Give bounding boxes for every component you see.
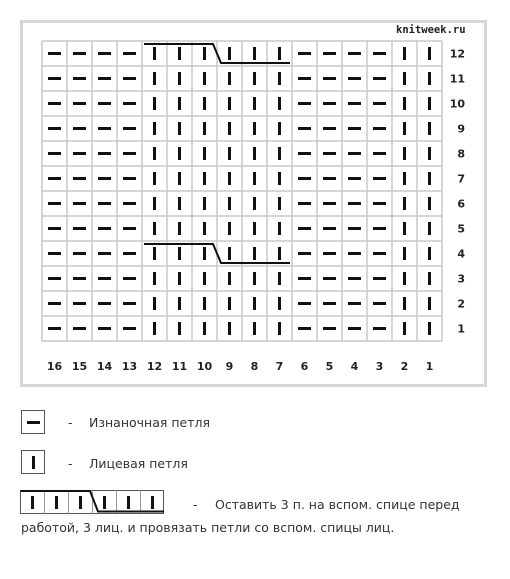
knit-stitch-icon <box>403 147 406 160</box>
purl-stitch-icon <box>348 52 361 55</box>
knit-stitch-icon <box>153 97 156 110</box>
purl-stitch-icon <box>373 202 386 205</box>
purl-stitch-icon <box>48 152 61 155</box>
purl-stitch-icon <box>323 102 336 105</box>
knit-stitch-icon <box>428 222 431 235</box>
legend-cable-symbol <box>19 488 169 518</box>
row-number-label: 8 <box>457 147 465 161</box>
knit-stitch-icon <box>428 97 431 110</box>
column-number-label: 4 <box>350 360 359 373</box>
knit-stitch-icon <box>278 197 281 210</box>
knit-stitch-icon <box>228 247 231 260</box>
purl-stitch-icon <box>98 252 111 255</box>
purl-stitch-icon <box>98 177 111 180</box>
row-number-label: 6 <box>457 197 465 211</box>
purl-stitch-icon <box>348 227 361 230</box>
knit-stitch-icon <box>403 272 406 285</box>
column-number-label: 3 <box>375 360 384 373</box>
column-number-label: 13 <box>121 360 138 373</box>
purl-stitch-icon <box>123 127 136 130</box>
knit-stitch-icon <box>428 47 431 60</box>
legend-cable-text-line2: работой, 3 лиц. и провязать петли со вспом. спицы лиц. <box>21 520 395 535</box>
knit-stitch-icon <box>278 222 281 235</box>
purl-stitch-icon <box>73 202 86 205</box>
purl-stitch-icon <box>298 77 311 80</box>
knit-stitch-icon <box>178 322 181 335</box>
knit-stitch-icon <box>428 147 431 160</box>
knit-stitch-icon <box>428 272 431 285</box>
purl-stitch-icon <box>298 102 311 105</box>
purl-stitch-icon <box>373 127 386 130</box>
knit-stitch-icon <box>153 172 156 185</box>
legend-knit-dash: - <box>68 456 73 471</box>
purl-stitch-icon <box>48 277 61 280</box>
knit-stitch-icon <box>203 72 206 85</box>
column-number-label: 15 <box>71 360 88 373</box>
purl-stitch-icon <box>323 177 336 180</box>
knit-stitch-icon <box>253 122 256 135</box>
knit-stitch-icon <box>428 322 431 335</box>
column-number-label: 11 <box>171 360 188 373</box>
knit-stitch-icon <box>253 322 256 335</box>
purl-stitch-icon <box>73 77 86 80</box>
purl-stitch-icon <box>298 327 311 330</box>
purl-stitch-icon <box>48 127 61 130</box>
legend-purl-dash: - <box>68 415 73 430</box>
knit-stitch-icon <box>228 272 231 285</box>
purl-stitch-icon <box>373 327 386 330</box>
knit-stitch-icon <box>428 247 431 260</box>
row-number-label: 4 <box>457 247 465 261</box>
knit-stitch-icon <box>253 197 256 210</box>
purl-stitch-icon <box>123 227 136 230</box>
purl-stitch-icon <box>298 177 311 180</box>
purl-stitch-icon <box>373 302 386 305</box>
knit-stitch-icon <box>153 122 156 135</box>
purl-stitch-icon <box>348 277 361 280</box>
purl-stitch-icon <box>73 102 86 105</box>
purl-stitch-icon <box>73 52 86 55</box>
column-number-label: 6 <box>300 360 309 373</box>
knit-stitch-icon <box>203 297 206 310</box>
knit-stitch-icon <box>278 247 281 260</box>
purl-stitch-icon <box>98 77 111 80</box>
purl-stitch-icon <box>373 77 386 80</box>
purl-stitch-icon <box>298 202 311 205</box>
purl-stitch-icon <box>98 277 111 280</box>
knit-stitch-icon <box>178 97 181 110</box>
purl-stitch-icon <box>73 302 86 305</box>
knit-stitch-icon <box>228 97 231 110</box>
knit-stitch-icon <box>153 297 156 310</box>
purl-stitch-icon <box>298 302 311 305</box>
knit-stitch-icon <box>178 222 181 235</box>
knit-stitch-icon <box>278 47 281 60</box>
purl-stitch-icon <box>348 327 361 330</box>
purl-stitch-icon <box>348 77 361 80</box>
knit-stitch-icon <box>428 297 431 310</box>
knit-stitch-icon <box>153 322 156 335</box>
knit-stitch-icon <box>228 122 231 135</box>
purl-stitch-icon <box>323 152 336 155</box>
column-number-label: 2 <box>400 360 409 373</box>
knit-stitch-icon <box>228 222 231 235</box>
purl-stitch-icon <box>123 277 136 280</box>
knit-stitch-icon <box>153 197 156 210</box>
knit-stitch-icon <box>253 97 256 110</box>
purl-stitch-icon <box>123 327 136 330</box>
knit-stitch-icon <box>253 222 256 235</box>
purl-stitch-icon <box>298 252 311 255</box>
knit-bar-icon <box>32 456 35 469</box>
knit-stitch-icon <box>253 47 256 60</box>
knit-stitch-icon <box>403 72 406 85</box>
knit-stitch-icon <box>228 197 231 210</box>
purl-stitch-icon <box>73 177 86 180</box>
knit-stitch-icon <box>253 172 256 185</box>
purl-stitch-icon <box>73 227 86 230</box>
purl-stitch-icon <box>348 302 361 305</box>
purl-stitch-icon <box>48 52 61 55</box>
knit-stitch-icon <box>278 122 281 135</box>
knit-stitch-icon <box>178 72 181 85</box>
knit-stitch-icon <box>428 172 431 185</box>
knit-stitch-icon <box>253 297 256 310</box>
purl-stitch-icon <box>98 102 111 105</box>
knit-stitch-icon <box>203 322 206 335</box>
legend-knit-symbol <box>21 450 45 474</box>
knit-stitch-icon <box>253 272 256 285</box>
purl-stitch-icon <box>98 302 111 305</box>
purl-stitch-icon <box>48 202 61 205</box>
knit-stitch-icon <box>403 297 406 310</box>
purl-stitch-icon <box>323 252 336 255</box>
knit-stitch-icon <box>403 97 406 110</box>
knit-stitch-icon <box>403 222 406 235</box>
knit-stitch-icon <box>178 247 181 260</box>
knit-stitch-icon <box>253 247 256 260</box>
knit-stitch-icon <box>403 122 406 135</box>
knit-stitch-icon <box>178 272 181 285</box>
purl-stitch-icon <box>323 52 336 55</box>
knit-stitch-icon <box>428 122 431 135</box>
knit-stitch-icon <box>428 197 431 210</box>
column-number-label: 16 <box>46 360 63 373</box>
purl-stitch-icon <box>123 52 136 55</box>
purl-stitch-icon <box>348 102 361 105</box>
purl-stitch-icon <box>123 77 136 80</box>
purl-stitch-icon <box>123 252 136 255</box>
legend-cable-text-line1: Оставить 3 п. на вспом. спице перед <box>215 497 460 512</box>
purl-stitch-icon <box>298 152 311 155</box>
purl-stitch-icon <box>348 252 361 255</box>
knit-stitch-icon <box>278 147 281 160</box>
knit-stitch-icon <box>203 247 206 260</box>
row-number-label: 12 <box>449 47 465 61</box>
purl-stitch-icon <box>373 52 386 55</box>
knit-stitch-icon <box>278 272 281 285</box>
purl-stitch-icon <box>73 252 86 255</box>
column-number-label: 10 <box>196 360 213 373</box>
knit-stitch-icon <box>403 247 406 260</box>
column-number-label: 9 <box>225 360 234 373</box>
purl-stitch-icon <box>48 77 61 80</box>
knit-stitch-icon <box>278 72 281 85</box>
purl-stitch-icon <box>348 127 361 130</box>
purl-stitch-icon <box>98 202 111 205</box>
knit-stitch-icon <box>403 47 406 60</box>
knit-stitch-icon <box>178 172 181 185</box>
purl-stitch-icon <box>348 152 361 155</box>
row-number-label: 1 <box>457 322 465 336</box>
knit-stitch-icon <box>153 147 156 160</box>
purl-stitch-icon <box>348 177 361 180</box>
knit-stitch-icon <box>203 147 206 160</box>
purl-stitch-icon <box>48 252 61 255</box>
knit-stitch-icon <box>228 322 231 335</box>
knit-stitch-icon <box>403 172 406 185</box>
knit-stitch-icon <box>278 172 281 185</box>
knit-stitch-icon <box>203 222 206 235</box>
purl-stitch-icon <box>323 202 336 205</box>
purl-stitch-icon <box>48 102 61 105</box>
purl-stitch-icon <box>123 152 136 155</box>
legend-purl-symbol <box>21 410 45 434</box>
legend-purl-label: Изнаночная петля <box>89 415 211 430</box>
column-number-label: 7 <box>275 360 284 373</box>
knit-stitch-icon <box>253 147 256 160</box>
purl-stitch-icon <box>73 327 86 330</box>
row-number-label: 9 <box>457 122 465 136</box>
column-number-label: 1 <box>425 360 434 373</box>
knit-stitch-icon <box>403 197 406 210</box>
knit-stitch-icon <box>228 297 231 310</box>
purl-stitch-icon <box>98 52 111 55</box>
purl-stitch-icon <box>323 77 336 80</box>
purl-stitch-icon <box>123 202 136 205</box>
knit-stitch-icon <box>178 147 181 160</box>
purl-stitch-icon <box>323 127 336 130</box>
purl-stitch-icon <box>98 327 111 330</box>
purl-stitch-icon <box>373 152 386 155</box>
purl-dash-icon <box>27 421 40 424</box>
column-number-label: 8 <box>250 360 259 373</box>
knit-stitch-icon <box>278 97 281 110</box>
knit-stitch-icon <box>278 322 281 335</box>
column-number-label: 14 <box>96 360 113 373</box>
row-number-label: 11 <box>449 72 465 86</box>
purl-stitch-icon <box>73 127 86 130</box>
purl-stitch-icon <box>298 277 311 280</box>
knit-stitch-icon <box>178 197 181 210</box>
purl-stitch-icon <box>73 277 86 280</box>
purl-stitch-icon <box>98 227 111 230</box>
knit-stitch-icon <box>153 72 156 85</box>
knit-stitch-icon <box>153 247 156 260</box>
knit-stitch-icon <box>428 72 431 85</box>
row-number-label: 10 <box>449 97 465 111</box>
knit-stitch-icon <box>203 172 206 185</box>
row-number-label: 2 <box>457 297 465 311</box>
purl-stitch-icon <box>298 127 311 130</box>
knit-stitch-icon <box>153 222 156 235</box>
purl-stitch-icon <box>48 302 61 305</box>
purl-stitch-icon <box>48 177 61 180</box>
purl-stitch-icon <box>123 102 136 105</box>
knit-stitch-icon <box>153 47 156 60</box>
knit-stitch-icon <box>153 272 156 285</box>
row-number-label: 7 <box>457 172 465 186</box>
purl-stitch-icon <box>348 202 361 205</box>
row-number-label: 3 <box>457 272 465 286</box>
purl-stitch-icon <box>98 152 111 155</box>
knit-stitch-icon <box>228 47 231 60</box>
purl-stitch-icon <box>373 252 386 255</box>
purl-stitch-icon <box>373 177 386 180</box>
legend-cable-dash: - <box>193 497 198 512</box>
purl-stitch-icon <box>373 102 386 105</box>
knit-stitch-icon <box>403 322 406 335</box>
knit-stitch-icon <box>203 197 206 210</box>
column-number-label: 5 <box>325 360 334 373</box>
purl-stitch-icon <box>373 277 386 280</box>
purl-stitch-icon <box>323 302 336 305</box>
knit-stitch-icon <box>228 147 231 160</box>
knit-stitch-icon <box>228 72 231 85</box>
knit-stitch-icon <box>203 47 206 60</box>
knit-stitch-icon <box>178 297 181 310</box>
purl-stitch-icon <box>123 302 136 305</box>
purl-stitch-icon <box>73 152 86 155</box>
knit-stitch-icon <box>178 122 181 135</box>
row-number-label: 5 <box>457 222 465 236</box>
purl-stitch-icon <box>123 177 136 180</box>
knit-stitch-icon <box>178 47 181 60</box>
purl-stitch-icon <box>323 227 336 230</box>
knit-stitch-icon <box>253 72 256 85</box>
purl-stitch-icon <box>298 227 311 230</box>
purl-stitch-icon <box>323 277 336 280</box>
knit-stitch-icon <box>228 172 231 185</box>
purl-stitch-icon <box>48 327 61 330</box>
knit-stitch-icon <box>203 122 206 135</box>
purl-stitch-icon <box>373 227 386 230</box>
legend-knit-label: Лицевая петля <box>89 456 188 471</box>
watermark: knitweek.ru <box>396 24 466 36</box>
column-number-label: 12 <box>146 360 163 373</box>
knit-stitch-icon <box>203 272 206 285</box>
knit-stitch-icon <box>203 97 206 110</box>
knit-stitch-icon <box>278 297 281 310</box>
purl-stitch-icon <box>298 52 311 55</box>
purl-stitch-icon <box>98 127 111 130</box>
purl-stitch-icon <box>323 327 336 330</box>
purl-stitch-icon <box>48 227 61 230</box>
